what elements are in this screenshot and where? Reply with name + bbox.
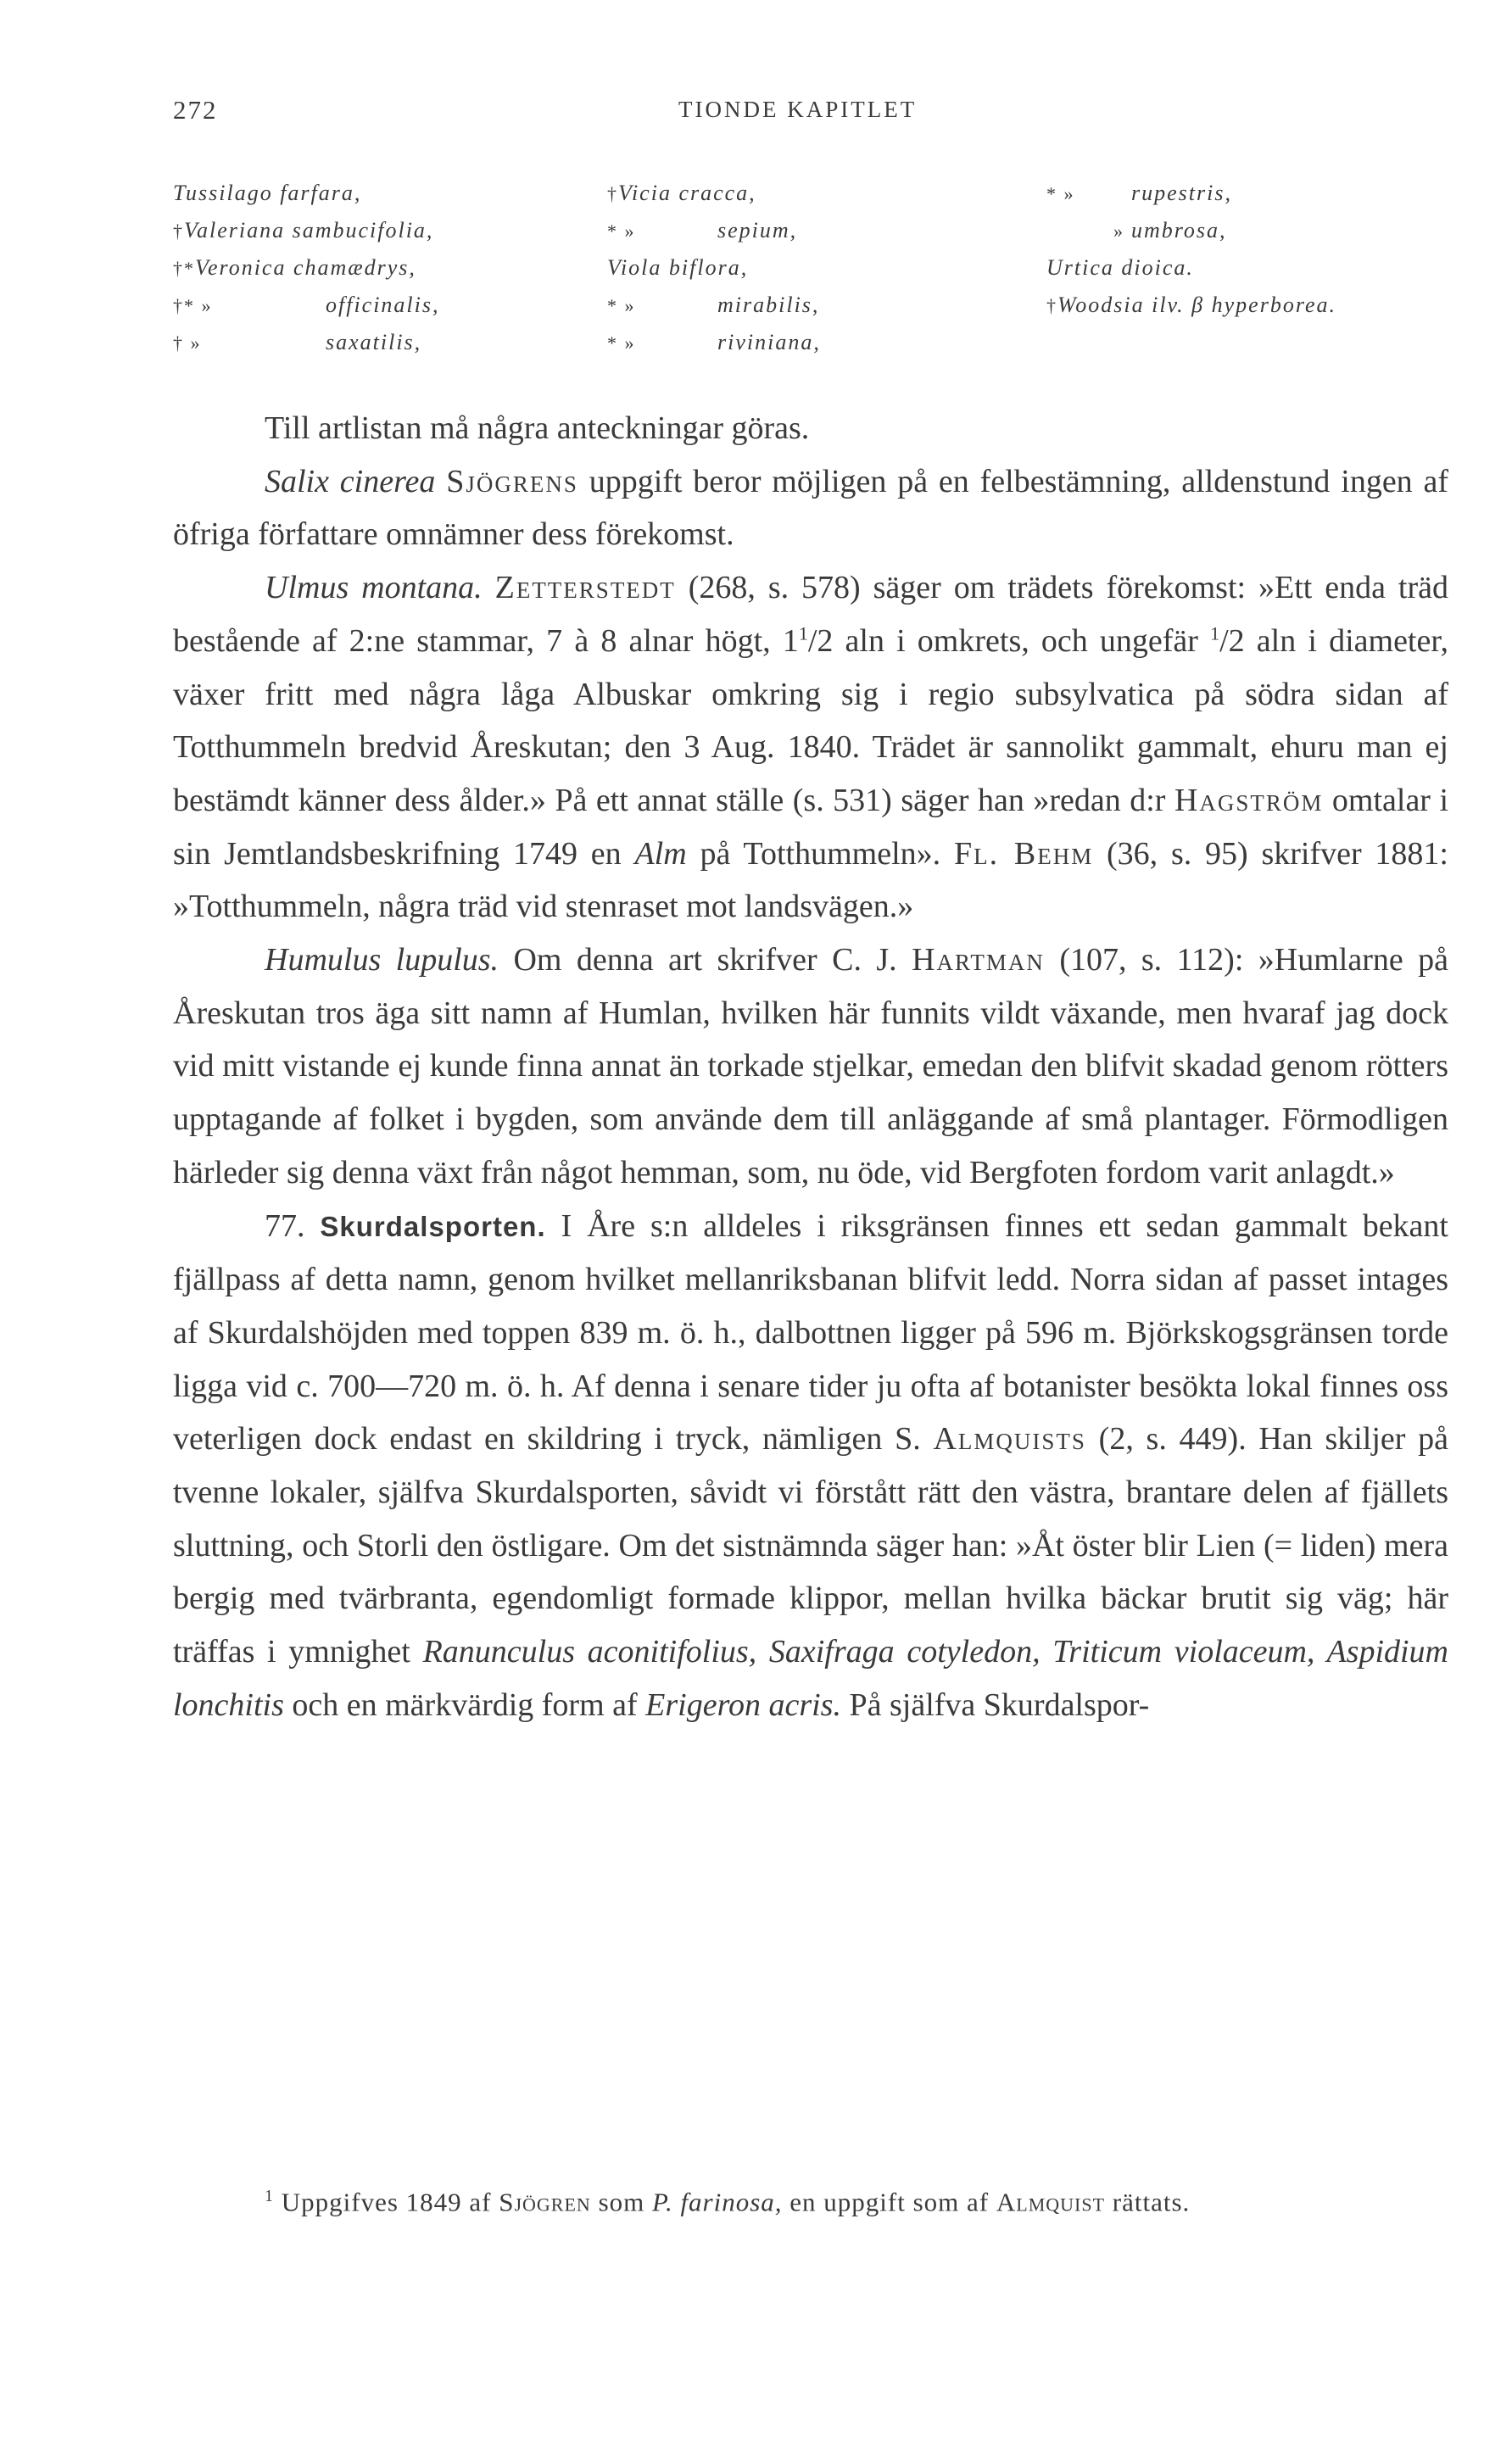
species-entry (607, 249, 821, 287)
footnote-text: en uppgift som af (789, 2187, 990, 2217)
footnote-text: Uppgifves 1849 af (281, 2187, 492, 2217)
author-name: Sjögrens (446, 463, 578, 499)
taxon-name: P. farinosa, (652, 2187, 783, 2217)
paragraph-text: I Åre s:n alldeles i riksgränsen finnes ett sedan gammalt bekant fjällpass af detta namn, genom hvilket mellanriksbanan blifvit ledd. Norra sidan af passet intages af Skurdalshöjden med toppen 839 m. ö. h., dalbottnen ligger på 596 m. Björkskogsgränsen torde ligga vid c. 700—720 m. ö. h. Af denna i senare tider ju ofta af botanister besökta lokal finnes oss veterligen dock endast en skildring i tryck, nämligen S. (173, 1207, 1448, 1458)
species-entry (1046, 175, 1336, 212)
species-entry (173, 212, 440, 249)
species-column-1 (173, 175, 440, 361)
paragraph-text: uppgift beror möjligen på en felbestämning, alldenstund ingen af öfriga författare omnämner dess förekomst. (173, 463, 1449, 553)
species-name: umbrosa, (1131, 218, 1227, 242)
paragraph-text: (268, s. 578) säger om trädets förekomst: »Ett enda träd bestående af 2:ne stammar, 7 à 8 alnar högt, 1 (173, 570, 1449, 659)
species-mark: †* (173, 258, 195, 279)
page-number: 272 (173, 95, 218, 125)
species-mark: * » (1046, 183, 1075, 204)
paragraph-text: och en märkvärdig form af (292, 1686, 638, 1723)
paragraph-text: (36, s. 95) skrifver 1881: »Totthummeln, några träd vid stenraset mot landsvägen.» (173, 835, 1448, 925)
paragraph-text: på Totthummeln». (700, 835, 941, 872)
section-heading: Skurdalsporten. (320, 1210, 546, 1242)
species-entry (173, 324, 440, 361)
species-name: Vicia cracca, (618, 181, 756, 205)
paragraph-text: /2 aln i omkrets, och ungefär (807, 622, 1211, 659)
intro-text: Till artlistan må några anteckningar göras. (265, 410, 810, 446)
species-mark: † (607, 183, 618, 204)
species-mark: * » (607, 220, 636, 242)
species-entry (607, 324, 821, 361)
species-mark: † » (173, 332, 202, 354)
species-name: rupestris, (1131, 181, 1232, 205)
species-column-2 (607, 175, 821, 361)
paragraph-intro (173, 402, 1448, 455)
paragraph-text: /2 aln i diameter, växer fritt med några låga Albuskar omkring sig i regio subsylvatica på södra sidan af Totthummeln bredvid Åreskutan; den 3 Aug. 1840. Trädet är sannolikt gammalt, ehuru man ej bestämdt känner dess ålder.» På ett annat ställe (s. 531) säger han »redan d:r (173, 622, 1448, 818)
paragraph-skurdalsporten (173, 1200, 1448, 1732)
paragraph-salix (173, 455, 1448, 561)
species-mark: † (1046, 295, 1057, 316)
species-mark: †* » (173, 295, 213, 316)
species-mark: * » (607, 332, 636, 354)
author-name: Zetterstedt (494, 570, 676, 606)
author-name: Fl. Behm (953, 835, 1094, 872)
paragraph-text: Om denna art skrifver C. J. (513, 942, 897, 978)
species-entry (607, 175, 821, 212)
author-name: Almquist (996, 2187, 1106, 2217)
species-name: riviniana, (717, 330, 821, 354)
running-head (173, 95, 1444, 129)
species-name: officinalis, (326, 293, 440, 317)
species-entry (607, 287, 821, 324)
species-name: Veronica chamædrys, (195, 255, 416, 280)
species-name: Urtica dioica. (1046, 255, 1194, 280)
chapter-title: TIONDE KAPITLET (678, 97, 918, 122)
species-name: Viola biflora, (607, 255, 749, 280)
footnote-text: som (598, 2187, 645, 2217)
species-name: Woodsia ilv. β hyperborea. (1057, 293, 1337, 317)
species-name: Valeriana sambucifolia, (184, 218, 434, 242)
author-name: Almquists (933, 1421, 1086, 1458)
species-name: sepium, (717, 218, 798, 242)
species-list (173, 175, 1445, 370)
taxon-name: Salix cinerea (265, 463, 436, 499)
section-number: 77. (265, 1207, 305, 1244)
body-text (173, 402, 1448, 1732)
species-mark: † (173, 220, 184, 242)
species-entry (173, 175, 440, 212)
footnote-marker: 1 (265, 2187, 274, 2205)
species-entry (173, 287, 440, 324)
author-name: Hagström (1174, 782, 1324, 818)
taxon-name: Ulmus montana. (265, 570, 483, 606)
species-entry (1046, 212, 1336, 249)
paragraph-ulmus (173, 561, 1448, 934)
footnote (173, 2177, 1448, 2221)
paragraph-text: På själfva Skurdalspor- (849, 1686, 1150, 1723)
species-entry (173, 249, 440, 287)
species-entry (1046, 249, 1336, 287)
author-name: Sjögren (499, 2187, 591, 2217)
footnote-text: rättats. (1112, 2187, 1191, 2217)
paragraph-text: (107, s. 112): »Humlarne på Åreskutan tros äga sitt namn af Humlan, hvilken här funnits vildt växande, men hvaraf jag dock vid mitt vistande ej kunde finna annat än torkade stjelkar, emedan den blifvit skadad genom rötters upptagande af folket i bygden, som använde dem till anläggande af små plantager. Förmodligen härleder sig denna växt från något hemman, som, nu öde, vid Bergfoten fordom varit anlagdt.» (173, 942, 1449, 1190)
fraction-numerator: 1 (798, 622, 808, 644)
species-mark: * » (607, 295, 636, 316)
species-entry (607, 212, 821, 249)
species-name: Tussilago farfara, (173, 181, 362, 205)
taxon-list: Ranunculus aconitifolius, Saxifraga cotyledon, Triticum violaceum, Aspidium lonchitis (173, 1634, 1449, 1723)
paragraph-text: (2, s. 449). Han skiljer på tvenne lokaler, själfva Skurdalsporten, såvidt vi förstått rätt den västra, brantare delen af fjällets sluttning, och Storli den östligare. Om det sistnämnda säger han: »Åt öster blir Lien (= liden) mera bergig med tvärbranta, egendomligt formade klippor, mellan hvilka bäckar brutit sig väg; här träffas i ymnighet (173, 1421, 1449, 1670)
species-name: mirabilis, (717, 293, 820, 317)
species-entry (1046, 287, 1336, 324)
taxon-name: Alm (634, 835, 687, 872)
species-name: saxatilis, (326, 330, 422, 354)
taxon-name: Erigeron acris. (645, 1686, 841, 1723)
species-mark: » (1113, 220, 1124, 242)
paragraph-humulus (173, 934, 1448, 1200)
fraction-numerator: 1 (1210, 622, 1220, 644)
species-column-3 (1046, 175, 1336, 324)
author-name: Hartman (912, 942, 1045, 978)
paragraph-text: omtalar i sin Jemtlandsbeskrifning 1749 en (173, 782, 1449, 872)
taxon-name: Humulus lupulus. (265, 942, 499, 978)
